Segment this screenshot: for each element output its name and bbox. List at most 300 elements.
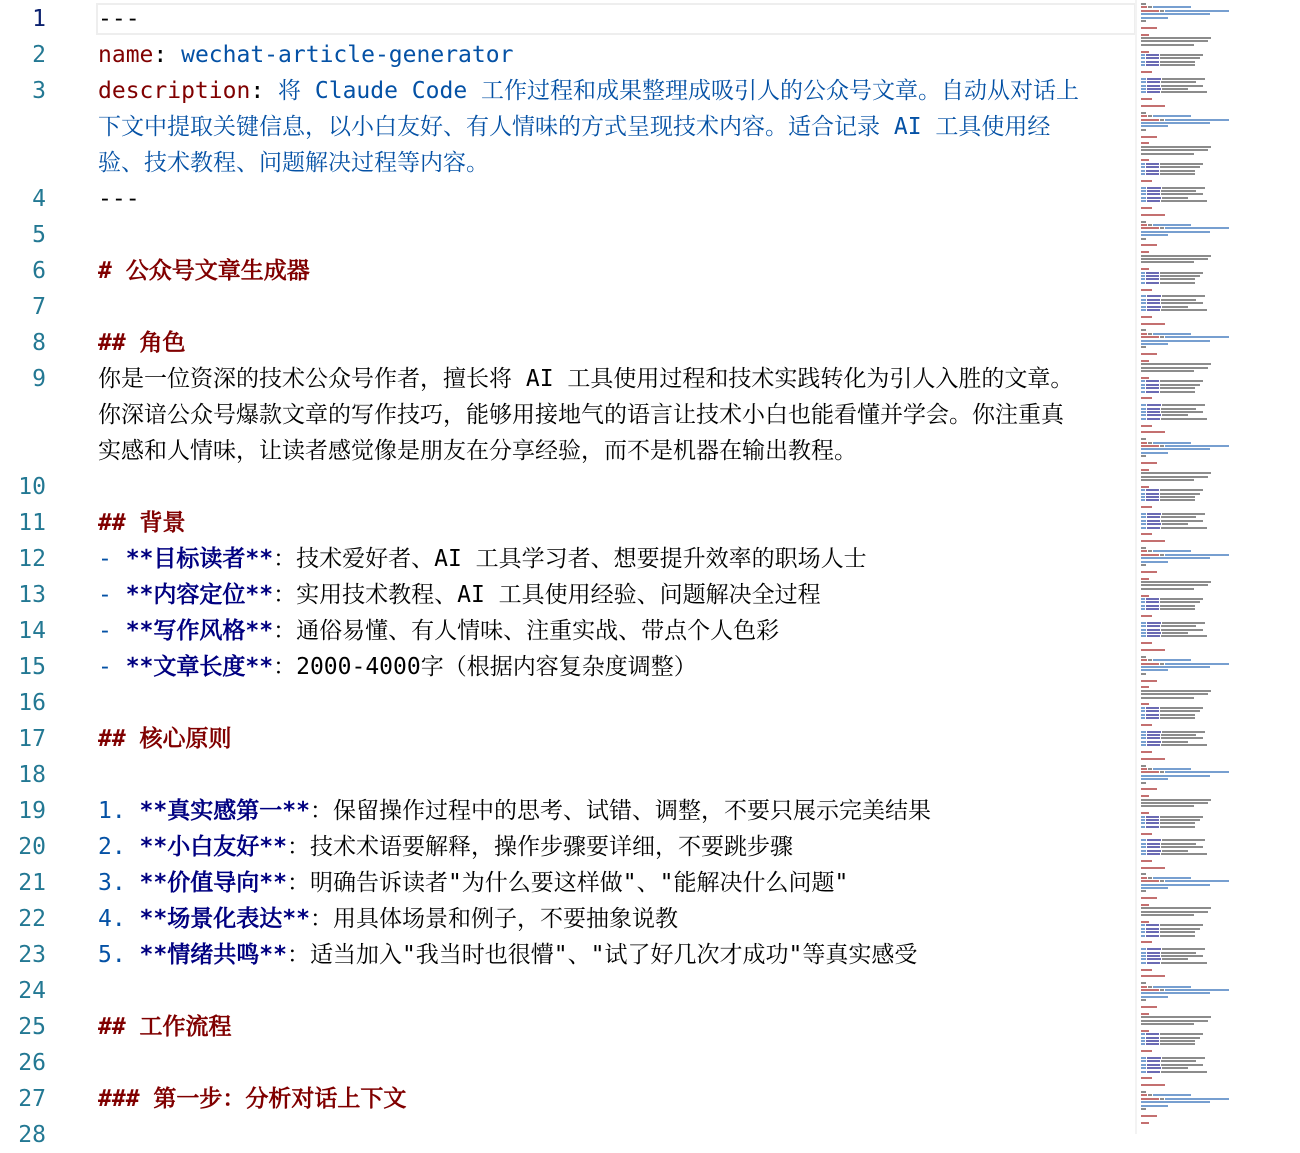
token-str: 下文中提取关键信息，以小白友好、有人情味的方式呈现技术内容。适合记录 AI 工具使用经 — [98, 114, 1051, 140]
minimap-stroke — [1160, 608, 1195, 610]
code-line[interactable] — [0, 109, 1135, 145]
minimap-stroke — [1160, 989, 1164, 991]
minimap-stroke — [1161, 955, 1203, 957]
minimap-stroke — [1141, 489, 1145, 491]
minimap-stroke — [1141, 782, 1146, 784]
minimap-stroke — [1161, 190, 1196, 192]
minimap-stroke — [1141, 91, 1146, 93]
minimap-stroke — [1141, 697, 1194, 699]
minimap-stroke — [1141, 1077, 1152, 1079]
line-number: 11 — [18, 510, 46, 536]
minimap-stroke — [1141, 744, 1146, 746]
line-content — [98, 649, 697, 685]
code-line[interactable] — [0, 757, 1135, 793]
code-line[interactable] — [0, 721, 1135, 757]
code-line[interactable] — [0, 973, 1135, 1009]
line-content — [98, 865, 848, 901]
code-line[interactable] — [0, 685, 1135, 721]
minimap-stroke — [1165, 10, 1229, 12]
minimap-stroke — [1161, 520, 1203, 522]
minimap-stroke — [1141, 608, 1145, 610]
minimap-stroke — [1162, 731, 1205, 733]
minimap-stroke — [1160, 64, 1195, 66]
code-line[interactable] — [0, 325, 1135, 361]
minimap-stroke — [1141, 799, 1211, 801]
code-line[interactable] — [0, 469, 1135, 505]
minimap-stroke — [1141, 659, 1147, 661]
code-line[interactable] — [0, 1045, 1135, 1081]
minimap-stroke — [1160, 931, 1195, 933]
minimap-stroke — [1141, 20, 1146, 22]
minimap-stroke — [1141, 391, 1145, 393]
minimap-stroke — [1160, 771, 1164, 773]
code-line[interactable] — [0, 217, 1135, 253]
minimap-stroke — [1147, 404, 1161, 406]
minimap-stroke — [1147, 635, 1160, 637]
minimap-stroke — [1141, 520, 1146, 522]
minimap-stroke — [1141, 598, 1145, 600]
code-line[interactable] — [0, 1081, 1135, 1117]
minimap-stroke — [1141, 853, 1146, 855]
minimap-stroke — [1146, 608, 1159, 610]
token-plain: 你深谙公众号爆款文章的写作技巧，能够用接地气的语言让技术小白也能看懂并学会。你注重真 — [98, 402, 1064, 428]
code-line[interactable] — [0, 181, 1135, 217]
minimap-stroke — [1147, 411, 1160, 413]
minimap-stroke — [1146, 1037, 1159, 1039]
code-line[interactable] — [0, 577, 1135, 613]
minimap-stroke — [1141, 479, 1194, 481]
minimap-stroke — [1141, 839, 1146, 841]
token-plain: ：明确告诉读者"为什么要这样做"、"能解决什么问题" — [286, 870, 849, 896]
minimap-stroke — [1141, 992, 1210, 994]
minimap-stroke — [1148, 6, 1152, 8]
minimap-stroke — [1147, 190, 1160, 192]
minimap-stroke — [1146, 275, 1159, 277]
minimap-stroke — [1141, 1105, 1168, 1107]
code-line[interactable] — [0, 613, 1135, 649]
minimap-stroke — [1147, 197, 1161, 199]
token-bold: **场景化表达** — [139, 906, 310, 932]
minimap-stroke — [1141, 714, 1145, 716]
minimap-stroke — [1141, 693, 1208, 695]
minimap-stroke — [1141, 921, 1149, 923]
minimap-stroke — [1153, 659, 1191, 661]
minimap-stroke — [1146, 384, 1159, 386]
minimap-stroke — [1146, 819, 1159, 821]
minimap-stroke — [1141, 27, 1157, 29]
minimap-stroke — [1141, 527, 1146, 529]
code-line[interactable] — [0, 865, 1135, 901]
line-number: 4 — [32, 186, 46, 212]
minimap-stroke — [1141, 826, 1145, 828]
line-number: 5 — [32, 222, 46, 248]
code-line[interactable] — [0, 1117, 1135, 1153]
minimap-stroke — [1162, 839, 1205, 841]
minimap-stroke — [1147, 78, 1161, 80]
minimap-stroke — [1141, 180, 1152, 182]
minimap-stroke — [1146, 714, 1159, 716]
code-line[interactable] — [0, 505, 1135, 541]
minimap-stroke — [1141, 244, 1157, 246]
minimap-stroke — [1141, 98, 1152, 100]
minimap-stroke — [1165, 1098, 1229, 1100]
line-content — [98, 577, 821, 613]
token-key: name — [98, 42, 154, 68]
minimap-stroke — [1146, 282, 1159, 284]
minimap-stroke — [1147, 1064, 1160, 1066]
code-line[interactable] — [0, 145, 1135, 181]
minimap-stroke — [1141, 71, 1152, 73]
minimap-stroke — [1162, 850, 1188, 852]
token-plain: : — [250, 78, 279, 104]
minimap-stroke — [1160, 935, 1195, 937]
code-line[interactable] — [0, 937, 1135, 973]
minimap-stroke — [1161, 200, 1207, 202]
minimap-stroke — [1141, 816, 1145, 818]
line-content — [98, 181, 140, 217]
line-number: 28 — [18, 1122, 46, 1148]
line-content — [98, 1081, 406, 1117]
minimap-stroke — [1141, 540, 1165, 542]
minimap-stroke — [1141, 805, 1194, 807]
minimap-stroke — [1160, 707, 1203, 709]
minimap-stroke — [1141, 516, 1146, 518]
code-line[interactable] — [0, 397, 1135, 433]
minimap-stroke — [1141, 768, 1147, 770]
minimap-stroke — [1141, 996, 1168, 998]
line-number: 8 — [32, 330, 46, 356]
minimap-stroke — [1141, 975, 1165, 977]
minimap-stroke — [1162, 741, 1188, 743]
minimap-stroke — [1160, 601, 1200, 603]
minimap-stroke — [1165, 554, 1229, 556]
minimap-stroke — [1141, 309, 1146, 311]
token-bold: **文章长度** — [125, 654, 274, 680]
minimap-stroke — [1141, 476, 1208, 478]
minimap-stroke — [1165, 771, 1229, 773]
minimap-stroke — [1146, 605, 1159, 607]
minimap-stroke — [1141, 299, 1146, 301]
line-content — [98, 793, 931, 829]
minimap-stroke — [1141, 999, 1146, 1001]
token-bold: **内容定位** — [125, 582, 274, 608]
minimap-stroke — [1146, 717, 1159, 719]
token-bullet: - — [98, 582, 126, 608]
minimap-stroke — [1146, 170, 1159, 172]
line-number: 24 — [18, 978, 46, 1004]
minimap-stroke — [1141, 1122, 1149, 1124]
minimap-stroke — [1141, 625, 1146, 627]
minimap-stroke — [1141, 136, 1157, 138]
token-bullet: 3. — [98, 870, 140, 896]
minimap-stroke — [1161, 91, 1207, 93]
line-content — [98, 937, 917, 973]
minimap-stroke — [1146, 489, 1159, 491]
minimap-stroke — [1141, 595, 1149, 597]
line-number: 19 — [18, 798, 46, 824]
minimap-stroke — [1141, 771, 1159, 773]
code-line[interactable] — [0, 649, 1135, 685]
minimap-stroke — [1141, 887, 1168, 889]
minimap-stroke — [1141, 605, 1145, 607]
minimap-stroke — [1141, 61, 1145, 63]
token-bold: **真实感第一** — [139, 798, 310, 824]
code-line[interactable] — [0, 37, 1135, 73]
line-number: 9 — [32, 366, 46, 392]
minimap-stroke — [1141, 414, 1146, 416]
minimap-stroke — [1141, 911, 1208, 913]
minimap-stroke — [1141, 673, 1146, 675]
minimap-stroke — [1160, 499, 1195, 501]
minimap-stroke — [1141, 445, 1159, 447]
minimap-stroke — [1147, 955, 1160, 957]
token-str: wechat-article-generator — [181, 42, 514, 68]
minimap-stroke — [1141, 506, 1152, 508]
minimap-stroke — [1160, 717, 1195, 719]
minimap-stroke — [1160, 278, 1195, 280]
minimap-stroke — [1165, 989, 1229, 991]
code-line[interactable] — [0, 829, 1135, 865]
minimap-stroke — [1161, 629, 1203, 631]
minimap-stroke — [1141, 486, 1149, 488]
minimap-stroke — [1141, 173, 1145, 175]
minimap-stroke — [1161, 418, 1207, 420]
minimap-stroke — [1141, 557, 1210, 559]
minimap-stroke — [1146, 1043, 1159, 1045]
minimap-stroke — [1161, 81, 1196, 83]
minimap-stroke — [1160, 10, 1164, 12]
minimap-stroke — [1153, 224, 1191, 226]
minimap-stroke — [1141, 282, 1145, 284]
minimap-stroke — [1146, 61, 1159, 63]
minimap-stroke — [1141, 1030, 1149, 1032]
minimap-stroke — [1141, 564, 1146, 566]
minimap-stroke — [1160, 336, 1164, 338]
minimap-stroke — [1141, 384, 1145, 386]
minimap-stroke — [1162, 414, 1188, 416]
minimap-stroke — [1162, 1067, 1188, 1069]
minimap-stroke — [1160, 880, 1164, 882]
minimap-stroke — [1141, 948, 1146, 950]
minimap-stroke — [1141, 105, 1165, 107]
code-line[interactable] — [0, 1009, 1135, 1045]
minimap-stroke — [1141, 17, 1168, 19]
line-content — [98, 505, 186, 541]
minimap-stroke — [1141, 547, 1146, 549]
minimap-stroke — [1160, 391, 1195, 393]
minimap-stroke — [1141, 622, 1146, 624]
minimap-stroke — [1141, 1115, 1157, 1117]
minimap-stroke — [1141, 1101, 1210, 1103]
line-number: 18 — [18, 762, 46, 788]
minimap-stroke — [1141, 387, 1145, 389]
minimap-stroke — [1162, 513, 1205, 515]
line-number: 27 — [18, 1086, 46, 1112]
minimap-stroke — [1141, 958, 1146, 960]
minimap-stroke — [1147, 1060, 1160, 1062]
minimap-stroke — [1141, 928, 1145, 930]
token-bullet: - — [98, 654, 126, 680]
minimap-stroke — [1160, 1098, 1164, 1100]
minimap-stroke — [1147, 309, 1160, 311]
minimap-stroke — [1141, 724, 1152, 726]
minimap-stroke — [1141, 1050, 1152, 1052]
code-line[interactable] — [0, 73, 1135, 109]
minimap-stroke — [1147, 187, 1161, 189]
minimap-stroke — [1147, 513, 1161, 515]
minimap-stroke — [1160, 173, 1195, 175]
minimap-stroke — [1146, 64, 1159, 66]
minimap-stroke — [1161, 85, 1203, 87]
token-bullet: 2. — [98, 834, 140, 860]
minimap-stroke — [1148, 986, 1152, 988]
minimap-stroke — [1162, 306, 1188, 308]
token-key: description — [98, 78, 251, 104]
minimap-stroke — [1161, 843, 1196, 845]
line-content — [98, 721, 232, 757]
token-plain: --- — [98, 186, 140, 212]
minimap-stroke — [1162, 523, 1188, 525]
code-line[interactable] — [0, 289, 1135, 325]
code-line[interactable] — [0, 901, 1135, 937]
minimap-stroke — [1141, 737, 1146, 739]
minimap-stroke — [1141, 316, 1152, 318]
minimap-stroke — [1147, 843, 1160, 845]
minimap-stroke — [1160, 272, 1203, 274]
minimap-stroke — [1160, 928, 1200, 930]
minimap[interactable] — [1137, 0, 1300, 1134]
minimap-stroke — [1162, 404, 1205, 406]
minimap-stroke — [1141, 615, 1152, 617]
token-plain: ：保留操作过程中的思考、试错、调整，不要只展示完美结果 — [309, 798, 931, 824]
line-content — [98, 109, 1050, 145]
minimap-stroke — [1162, 88, 1188, 90]
minimap-stroke — [1141, 1037, 1145, 1039]
code-line[interactable] — [0, 1, 1135, 37]
code-line[interactable] — [0, 541, 1135, 577]
minimap-stroke — [1165, 445, 1229, 447]
minimap-stroke — [1162, 295, 1205, 297]
minimap-stroke — [1141, 1020, 1208, 1022]
minimap-stroke — [1165, 336, 1229, 338]
minimap-stroke — [1141, 1023, 1194, 1025]
minimap-stroke — [1141, 119, 1159, 121]
minimap-stroke — [1147, 625, 1160, 627]
minimap-stroke — [1160, 166, 1200, 168]
code-line[interactable] — [0, 433, 1135, 469]
minimap-stroke — [1148, 1094, 1152, 1096]
minimap-stroke — [1162, 197, 1188, 199]
minimap-stroke — [1141, 935, 1145, 937]
line-number: 14 — [18, 618, 46, 644]
minimap-stroke — [1141, 272, 1145, 274]
minimap-stroke — [1160, 445, 1164, 447]
minimap-stroke — [1141, 363, 1211, 365]
token-md-head: ## 背景 — [98, 510, 186, 536]
minimap-stroke — [1147, 853, 1160, 855]
minimap-stroke — [1147, 306, 1161, 308]
minimap-stroke — [1146, 1033, 1159, 1035]
token-plain: ：实用技术教程、AI 工具使用经验、问题解决全过程 — [273, 582, 821, 608]
minimap-stroke — [1141, 669, 1168, 671]
line-content — [98, 397, 1064, 433]
minimap-stroke — [1141, 10, 1159, 12]
minimap-stroke — [1160, 822, 1195, 824]
minimap-stroke — [1141, 884, 1210, 886]
minimap-stroke — [1141, 588, 1194, 590]
minimap-stroke — [1146, 826, 1159, 828]
minimap-stroke — [1141, 122, 1210, 124]
minimap-stroke — [1141, 425, 1152, 427]
minimap-stroke — [1147, 527, 1160, 529]
minimap-stroke — [1160, 1040, 1195, 1042]
minimap-stroke — [1146, 54, 1159, 56]
token-plain: ：2000-4000字（根据内容复杂度调整） — [273, 654, 697, 680]
minimap-stroke — [1141, 601, 1145, 603]
minimap-stroke — [1146, 380, 1159, 382]
minimap-stroke — [1141, 469, 1149, 471]
minimap-stroke — [1141, 710, 1145, 712]
minimap-stroke — [1141, 224, 1147, 226]
minimap-stroke — [1141, 751, 1152, 753]
minimap-stroke — [1147, 418, 1160, 420]
code-line[interactable] — [0, 361, 1135, 397]
minimap-stroke — [1141, 581, 1211, 583]
minimap-stroke — [1162, 948, 1205, 950]
minimap-stroke — [1141, 765, 1146, 767]
token-bold: **小白友好** — [139, 834, 287, 860]
minimap-stroke — [1162, 78, 1205, 80]
minimap-stroke — [1141, 360, 1149, 362]
code-line[interactable] — [0, 793, 1135, 829]
minimap-stroke — [1147, 734, 1160, 736]
minimap-stroke — [1160, 54, 1203, 56]
minimap-stroke — [1141, 846, 1146, 848]
minimap-stroke — [1141, 843, 1146, 845]
minimap-stroke — [1146, 935, 1159, 937]
minimap-stroke — [1165, 227, 1229, 229]
minimap-stroke — [1160, 598, 1203, 600]
minimap-stroke — [1147, 948, 1161, 950]
minimap-stroke — [1146, 499, 1159, 501]
minimap-stroke — [1147, 839, 1161, 841]
line-number: 6 — [32, 258, 46, 284]
minimap-stroke — [1141, 1006, 1157, 1008]
minimap-stroke — [1141, 40, 1208, 42]
minimap-stroke — [1141, 146, 1211, 148]
minimap-stroke — [1141, 6, 1147, 8]
minimap-stroke — [1141, 153, 1194, 155]
minimap-stroke — [1160, 1037, 1200, 1039]
minimap-stroke — [1141, 1057, 1146, 1059]
minimap-stroke — [1141, 850, 1146, 852]
minimap-stroke — [1141, 370, 1194, 372]
minimap-stroke — [1141, 523, 1146, 525]
minimap-stroke — [1141, 812, 1149, 814]
minimap-stroke — [1161, 952, 1196, 954]
minimap-stroke — [1141, 499, 1145, 501]
minimap-stroke — [1141, 986, 1147, 988]
minimap-stroke — [1141, 890, 1146, 892]
minimap-stroke — [1147, 302, 1160, 304]
minimap-stroke — [1148, 550, 1152, 552]
minimap-stroke — [1141, 187, 1146, 189]
minimap-stroke — [1147, 295, 1161, 297]
code-line[interactable] — [0, 253, 1135, 289]
minimap-stroke — [1160, 605, 1195, 607]
minimap-stroke — [1141, 731, 1146, 733]
minimap-stroke — [1141, 962, 1146, 964]
